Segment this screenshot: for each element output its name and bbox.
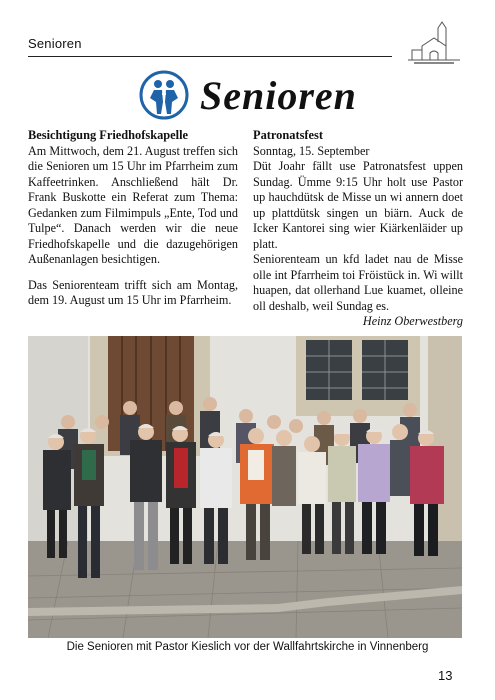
senioren-logo-icon [139,70,189,120]
article-paragraph: Am Mittwoch, dem 21. August treffen sich die Senioren um 15 Uhr im Pfarrheim zum Kaffeetrinken. Anschließend hält Dr. Frank Buskotte ein Referat zum Thema: Gedanken zum Filmimpuls „Ente, Tod und Tulpe“. Danach werden wir die neue Friedhofskapelle und die dazugehörigen Außenanlagen besichtigen. [28,143,238,266]
parish-church-logo-icon [404,20,464,68]
page-number: 13 [438,668,453,683]
article-paragraph: Düt Joahr fällt use Patronatsfest uppen Sundag. Ümme 9:15 Uhr holt use Pastor up hauchdütsk de Misse un wi annern doet up plattdütsk singen un biärn. Auck de Icker Kantorei sing wier Kiärkenläider up platt. [253,159,463,251]
header-rule [28,56,392,57]
section-header: Senioren [28,36,82,51]
article-heading-patronatsfest: Patronatsfest [253,128,323,142]
article-date: Sonntag, 15. September [253,143,370,158]
article-paragraph: Das Seniorenteam trifft sich am Montag, dem 19. August um 15 Uhr im Pfarrheim. [28,277,238,307]
page-title: Senioren [200,73,357,118]
right-article [253,128,463,330]
photo-caption: Die Senioren mit Pastor Kieslich vor der Wallfahrtskirche in Vinnenberg [66,641,429,653]
article-paragraph: Seniorenteam un kfd ladet nau de Misse olle int Pfarrheim toi Fröistück in. Wi willt huapen, dat ollerhand Lue kuamet, olleine oll deshalb, weil Sundag es. [253,252,463,313]
group-photo [28,336,462,638]
article-signature: Heinz Oberwestberg [362,314,463,328]
left-article [28,128,238,309]
article-heading-friedhofskapelle: Besichtigung Friedhofskapelle [28,128,189,142]
